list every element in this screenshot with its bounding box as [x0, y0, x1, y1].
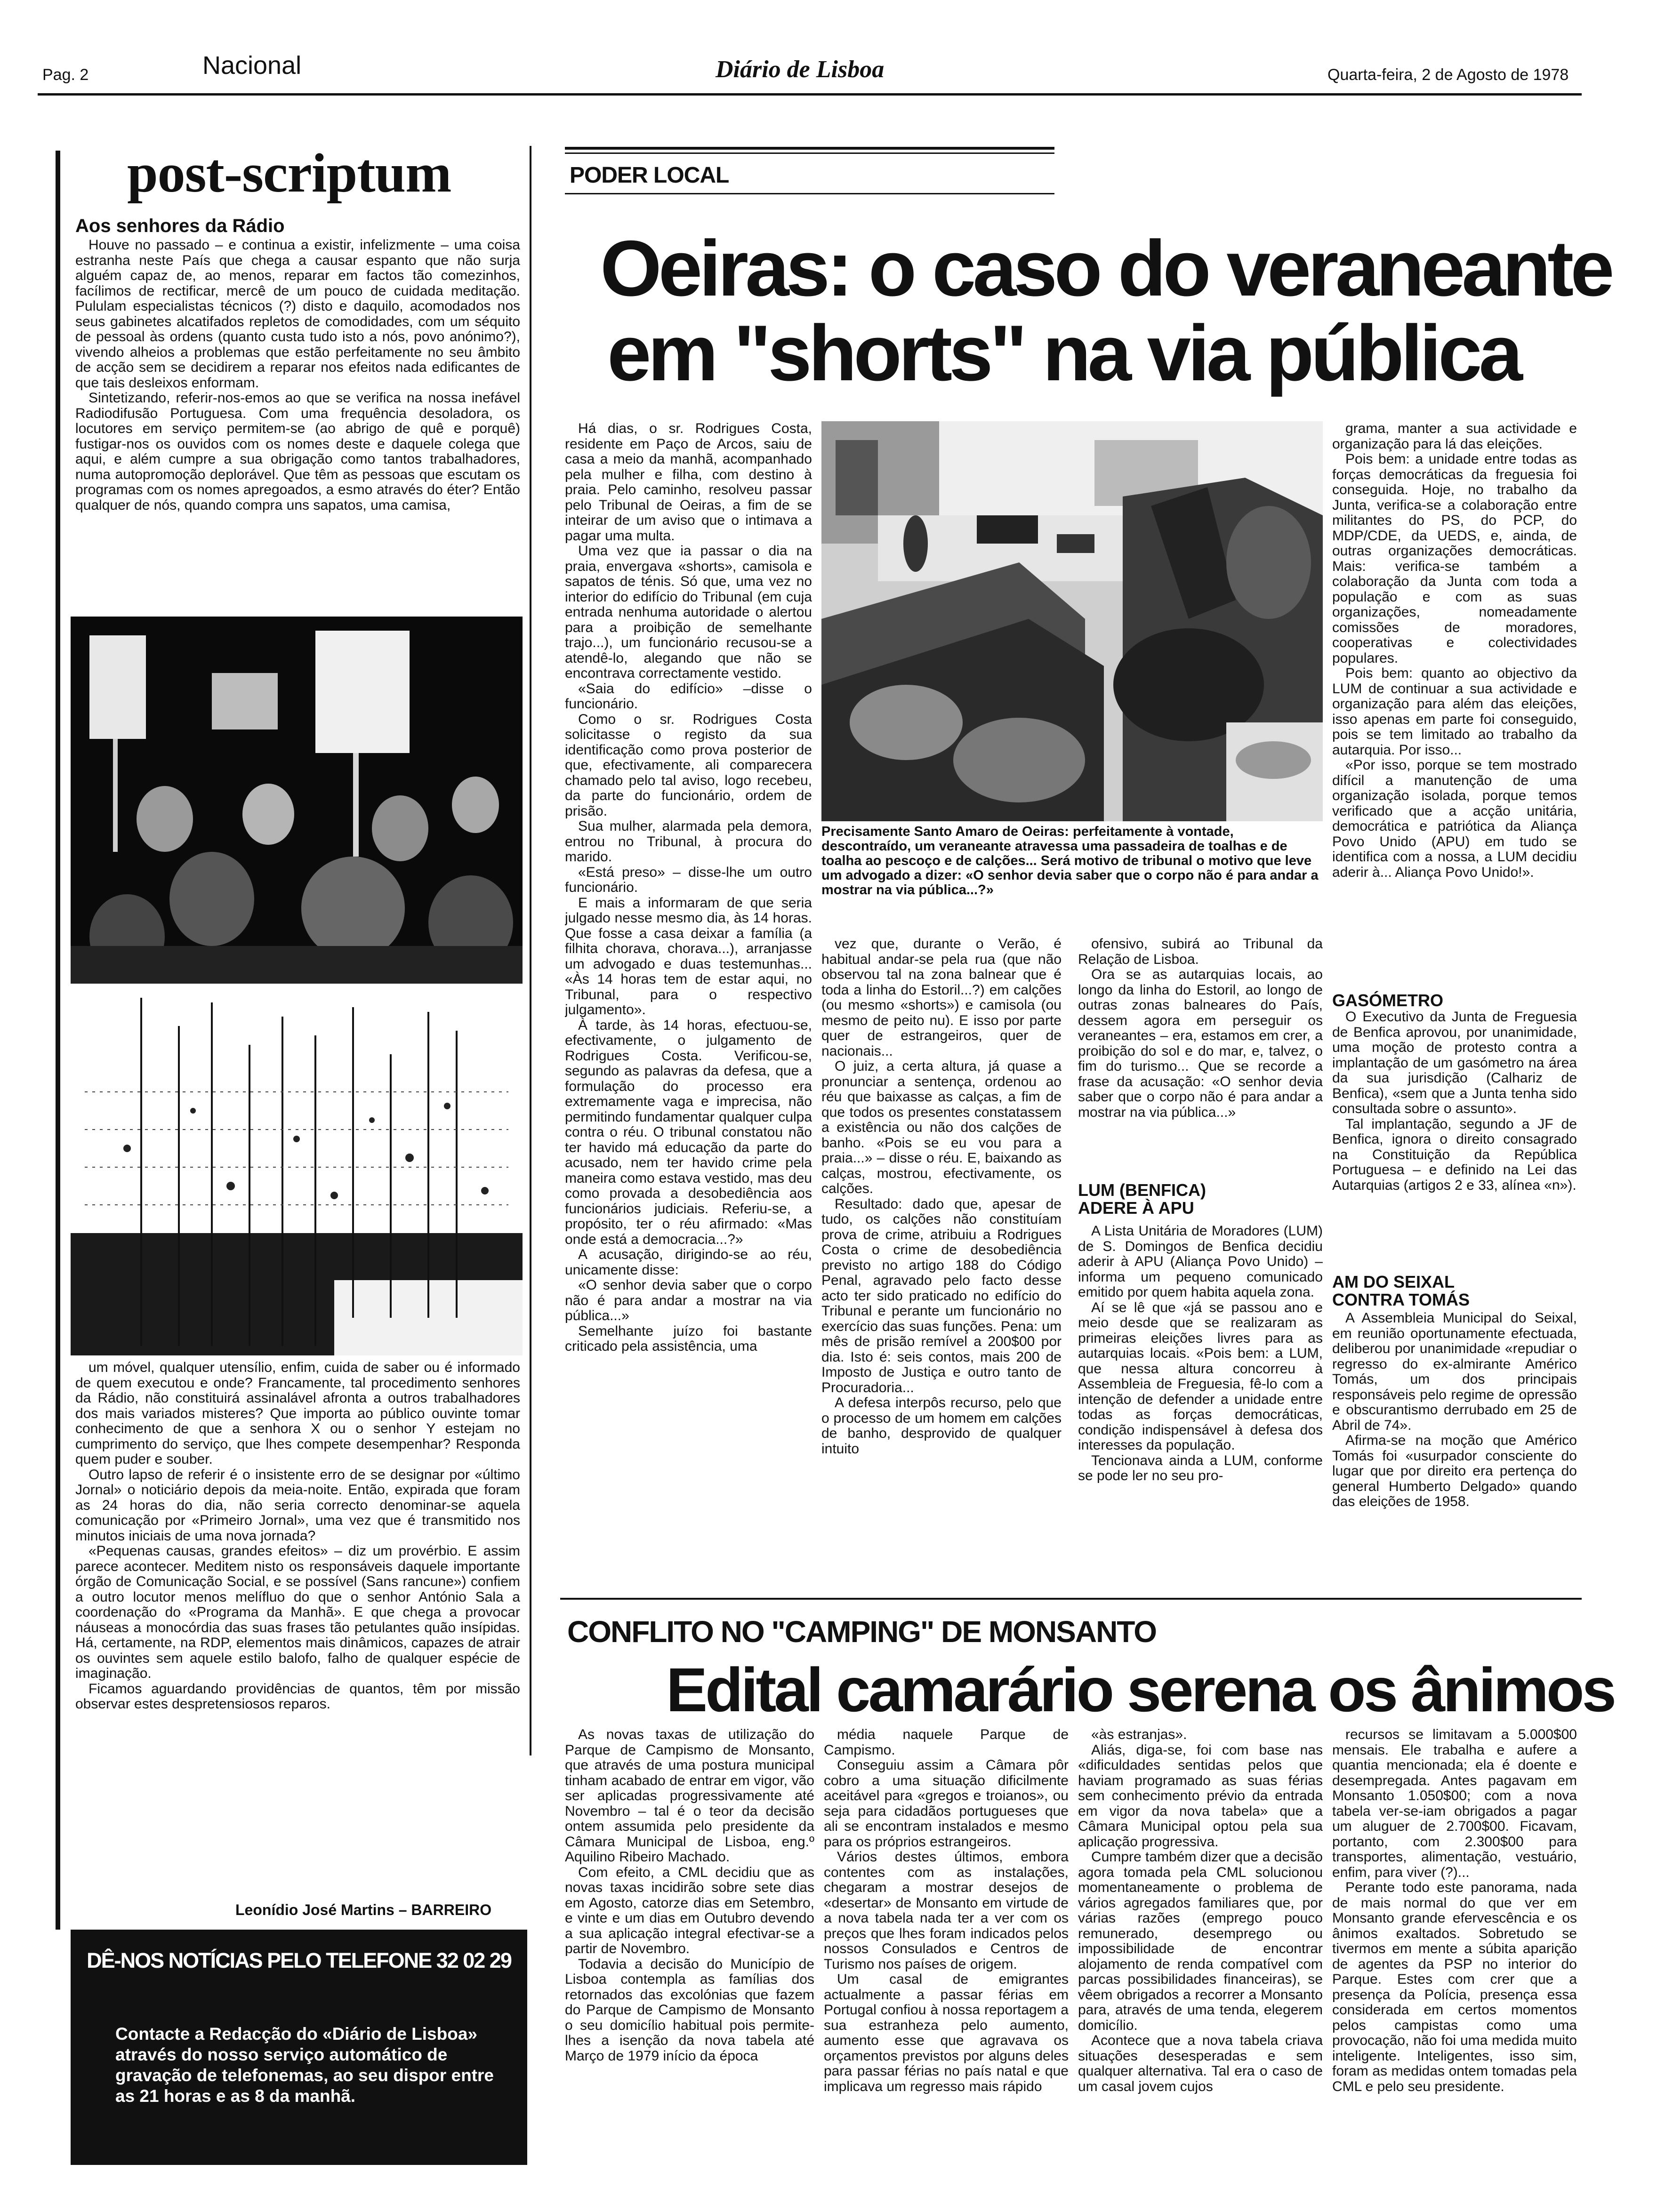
paragraph: Todavia a decisão do Município de Lisboa contempla as famílias dos retornados das excolónias que fazem do Parque de Campismo de Monsanto o seu domicílio habitual pois permite-lhes a isenção da nova tabela até Março de 1979 início da época: [565, 1956, 814, 2064]
paragraph: Aliás, diga-se, foi com base nas «dificuldades sentidas pelos que haviam programado as suas férias sem conhecimento prévio da entrada em vigor da nova tabela» que a Câmara Municipal optou pela sua aplicação progressiva.: [1078, 1742, 1323, 1850]
postscriptum-subtitle: Aos senhores da Rádio: [75, 216, 285, 236]
kicker-rule-top2: [565, 152, 1054, 154]
beach-photo-image: [821, 421, 1323, 821]
main-col1: [565, 421, 812, 1574]
paragraph: Afirma-se na moção que Américo Tomás foi «usurpador consciente do lugar que por direito era pertença do general Humberto Delgado» quando das eleições de 1958.: [1332, 1433, 1577, 1509]
masthead: Diário de Lisboa: [716, 56, 885, 83]
paragraph: Sua mulher, alarmada pela demora, entrou no Tribunal, à procura do marido.: [565, 818, 812, 865]
paragraph: «Saia do edifício» –disse o funcionário.: [565, 681, 812, 712]
paragraph: ofensivo, subirá ao Tribunal da Relação de Lisboa.: [1078, 937, 1323, 967]
paragraph: média naquele Parque de Campismo.: [824, 1727, 1069, 1758]
paragraph: Ora se as autarquias locais, ao longo da linha do Estoril, ao longo de outras zonas balneares do País, dessem agora em perseguir os veraneantes – era, estamos em crer, a proibição do sol e do mar, e, talvez, o fim do turismo... Que se recorde a frase da acusação: «O senhor devia saber que o corpo não é para andar a mostrar na via pública...»: [1078, 967, 1323, 1120]
second-headline: Edital camarário serena os ânimos: [666, 1655, 1614, 1724]
main-col3: [1078, 937, 1323, 1162]
paragraph: «Pequenas causas, grandes efeitos» – diz um provérbio. E assim parece acontecer. Meditem nisto os responsáveis daquele importante órgão de Comunicação Social, e se possível (Sans rancune») confiem a outro locutor menos melífluo do que o senhor António Sala a coordenação do «Programa da Manhã». E que chega a provocar náuseas a monocórdia das suas frases tão petulantes quão insípidas. Há, certamente, na RDP, elementos mais dinâmicos, capazes de atrair os ouvintes sem aquele estilo balofo, falho de qualquer espécie de imaginação.: [75, 1543, 520, 1681]
lum-subheading: LUM (BENFICA) ADERE À APU: [1078, 1180, 1206, 1218]
paragraph: À tarde, às 14 horas, efectuou-se, efectivamente, o julgamento de Rodrigues Costa. Verificou-se, segundo as palavras da defesa, que a formulação do processo era extremamente vaga e imprecisa, não permitindo fundamentar qualquer culpa contra o réu. O tribunal constatou não ter havido má educação da parte do acusado, nem ter havido crime pela maneira como estava vestido, mas deu como provada a desobediência aos funcionários judiciais. Referiu-se, a propósito, ter o réu afirmado: «Mas onde está a democracia...?»: [565, 1017, 812, 1247]
main-col4: [1332, 421, 1577, 981]
crowd-photo-image: [71, 617, 523, 984]
paragraph: Um casal de emigrantes actualmente a passar férias em Portugal confiou à nossa reportagem a sua estranheza pelo aumento, aumento esse que agravava os orçamentos previstos por alguns deles para passar férias no país natal e que implicava um regresso mais rápido: [824, 1972, 1069, 2094]
paragraph: Perante todo este panorama, nada de mais normal do que ver em Monsanto grande efervescência e os ânimos exaltados. Sobretudo se tivermos em mente a súbita aparição de agentes da PSP no interior do Parque. Estes com crer que a presença da Polícia, presença essa considerada em certos momentos pelos campistas como uma provocação, não foi uma medida muito inteligente. Inteligentes, isso sim, foram as medidas ontem tomadas pela CML e pelo seu presidente.: [1332, 1880, 1577, 2094]
paragraph: Pois bem: quanto ao objectivo da LUM de continuar a sua actividade e organização para além das eleições, isso apenas em parte foi conseguido, pois se tem limitado ao trabalho da autarquia. Por isso...: [1332, 665, 1577, 758]
column-divider: [530, 146, 531, 1755]
paragraph: Aí se lê que «já se passou ano e meio desde que se realizaram as primeiras eleições livres para as autarquias locais. «Pois bem: a LUM, que nessa altura concorreu à Assembleia de Freguesia, fê-lo com a intenção de defender a unidade entre todas as forças democráticas, condição indispensável à defesa dos interesses da população.: [1078, 1299, 1323, 1453]
paragraph: Outro lapso de referir é o insistente erro de se designar por «último Jornal» o noticiário depois da meia-noite. Então, expirada que foram as 24 horas do dia, não seria correcto denominar-se aquela comunicação por «Primeiro Jornal», uma vez que é transmitido nos minutos iniciais de uma nova jornada?: [75, 1467, 520, 1544]
lum-col: [1078, 1224, 1323, 1577]
paragraph: recursos se limitavam a 5.000$00 mensais. Ele trabalha e aufere a quantia mencionada; ela é doente e desempregada. Antes pagavam em Monsanto 1.050$00; com a nova tabela ver-se-iam obrigados a pagar um aluguer de 2.700$00. Ficavam, portanto, com 2.300$00 para transportes, alimentação, vestuário, enfim, para viver (?)...: [1332, 1727, 1577, 1880]
paragraph: um móvel, qualquer utensílio, enfim, cuida de saber ou é informado de quem executou e onde? Francamente, tal procedimento senhores da Rádio, não constituirá assinalável afronta a outros trabalhadores dos mais variados misteres? Que importa ao público ouvinte tomar conhecimento de que a senhora X ou o senhor Y estejam no cumprimento do serviço, que lhes compete desempenhar? Responda quem puder e souber.: [75, 1360, 520, 1467]
paragraph: Como o sr. Rodrigues Costa solicitasse o registo da sua identificação como prova posterior de que, efectivamente, ali comparecera chamado pelo tal aviso, logo recebeu, da parte do funcionário, ordem de prisão.: [565, 711, 812, 819]
paragraph: A defesa interpôs recurso, pelo que o processo de um homem em calções de banho, desprovido de qualquer intuito: [821, 1395, 1062, 1457]
section-name: Nacional: [202, 51, 302, 80]
header-rule: [38, 93, 1582, 96]
phone-box-text: Contacte a Redacção do «Diário de Lisboa» através do nosso serviço automático de gravação de telefonemas, ao seu dispor entre as 21 horas e as 8 da manhã.: [115, 2024, 494, 2106]
main-col2: [821, 937, 1062, 1577]
paragraph: «Por isso, porque se tem mostrado difícil a manutenção de uma organização isolada, porque temos verificado que a acção unitária, democrática e patriótica da Aliança Povo Unido (APU) em tudo se identifica com a nossa, a LUM decidiu aderir à... Aliança Povo Unido!».: [1332, 757, 1577, 880]
signature: Leonídio José Martins – BARREIRO: [235, 1901, 492, 1918]
abstract-photo: [71, 988, 523, 1355]
paragraph: Sintetizando, referir-nos-emos ao que se verifica na nossa inefável Radiodifusão Portuguesa. Com uma frequência desoladora, os locutores em serviço permitem-se (ao abrigo de quê e porquê) fustigar-nos os ouvidos com os nomes deste e daquele colega que aqui, e além cumpre a sua obrigação como tantos trabalhadores, numa autopromoção deplorável. Que têm as pessoas que escutam os programas com os nomes apregoados, a esmo através do éter? Então qualquer de nós, quando compra uns sapatos, uma camisa,: [75, 390, 520, 513]
paragraph: Uma vez que ia passar o dia na praia, envergava «shorts», camisola e sapatos de ténis. Só que, uma vez no interior do edifício do Tribunal (em cuja entrada nenhuma autoridade o alertou para a proibição de semelhante trajo...), um funcionário recusou-se a atendê-lo, alegando que não se encontrava correctamente vestido.: [565, 543, 812, 681]
issue-date: Quarta-feira, 2 de Agosto de 1978: [1327, 66, 1569, 84]
paragraph: O Executivo da Junta de Freguesia de Benfica aprovou, por unanimidade, uma moção de protesto contra a implantação de um gasómetro na área da sua jurisdição (Calhariz de Benfica), «sem que a Junta tenha sido consultada sobre o assunto».: [1332, 1010, 1577, 1116]
gasometro-subheading: GASÓMETRO: [1332, 991, 1444, 1010]
paragraph: As novas taxas de utilização do Parque de Campismo de Monsanto, que através de uma postura municipal tinham acabado de entrar em vigor, vão ser aplicadas progressivamente até Novembro – tal é o teor da decisão ontem assumida pelo presidente da Câmara Municipal de Lisboa, eng.º Aquilino Ribeiro Machado.: [565, 1727, 814, 1865]
postscriptum-body-bottom: [75, 1360, 520, 1868]
paragraph: Tencionava ainda a LUM, conforme se pode ler no seu pro-: [1078, 1452, 1323, 1483]
paragraph: vez que, durante o Verão, é habitual andar-se pela rua (que não observou tal na zona balnear que é toda a linha do Estoril...?) em calções (ou mesmo «shorts») e camisola (ou mesmo de peito nu). E isso por parte quer de estrangeiros, quer de nacionais...: [821, 937, 1062, 1059]
paragraph: Vários destes últimos, embora contentes com as instalações, chegaram a mostrar desejos de «desertar» de Monsanto em virtude de a nova tabela nada ter a ver com os preços que lhes foram indicados pelos nossos Consulados e Centros de Turismo nos países de origem.: [824, 1849, 1069, 1972]
main-headline-line1: Oeiras: o caso do veraneante: [600, 224, 1611, 313]
paragraph: «às estranjas».: [1091, 1727, 1187, 1742]
page-number: Pag. 2: [42, 66, 89, 84]
paragraph: «O senhor devia saber que o corpo não é para andar a mostrar na via pública...»: [565, 1277, 812, 1323]
beach-photo: [821, 421, 1323, 821]
phone-box: [71, 1930, 527, 2165]
paragraph: E mais a informaram de que seria julgado nesse mesmo dia, às 14 horas. Que fosse a casa deixar a família (a filhita chorava, chorava...), arranjasse um advogado e duas testemunhas... «Às 14 horas tem de estar aqui, no Tribunal, para o respectivo julgamento».: [565, 895, 812, 1018]
paragraph: Acontece que a nova tabela criava situações desesperadas e sem qualquer alternativa. Tal era o caso de um casal jovem cujos: [1078, 2033, 1323, 2094]
paragraph: Tal implantação, segundo a JF de Benfica, ignora o direito consagrado na Constituição da República Portuguesa – e definido na Lei das Autarquias (artigos 2 e 33, alínea «n»).: [1332, 1116, 1577, 1193]
second-col4: [1332, 1727, 1577, 2198]
postscriptum-title: post-scriptum: [127, 142, 451, 204]
second-col1: [565, 1727, 814, 2198]
paragraph: «Está preso» – disse-lhe um outro funcionário.: [565, 864, 812, 895]
paragraph: Há dias, o sr. Rodrigues Costa, residente em Paço de Arcos, saiu de casa a meio da manhã, acompanhado pela mulher e filha, com destino à praia. Pelo caminho, resolveu passar pelo Tribunal de Oeiras, a fim de se inteirar de um aviso que o intimava a pagar uma multa.: [565, 421, 812, 544]
phone-box-title: DÊ-NOS NOTÍCIAS PELO TELEFONE 32 02 29: [87, 1948, 511, 1972]
photo-caption: Precisamente Santo Amaro de Oeiras: perfeitamente à vontade, descontraído, um veraneante atravessa uma passadeira de toalhas e de toalha ao pescoço e de calções... Será motivo de tribunal o motivo que leve um advogado a dizer: «O senhor devia saber que o corpo não é para andar a mostrar na via pública...?»: [821, 825, 1319, 898]
paragraph: O juiz, a certa altura, já quase a pronunciar a sentença, ordenou ao réu que baixasse as calças, a fim de que todos os presentes constatassem a existência ou não dos calções de banho. «Pois se eu vou para a praia...» – disse o réu. E, baixando as calças, mostrou, efectivamente, os calções.: [821, 1058, 1062, 1196]
main-headline-line2: em "shorts" na via pública: [607, 309, 1520, 397]
crowd-photo: [71, 617, 523, 984]
seixal-col: [1332, 1311, 1577, 1574]
paragraph: A acusação, dirigindo-se ao réu, unicamente disse:: [565, 1247, 812, 1278]
paragraph: Pois bem: a unidade entre todas as forças democráticas da freguesia foi conseguida. Hoje, no trabalho da Junta, verifica-se a colaboração entre militantes do PS, do PCP, do MDP/CDE, da UEDS, e, ainda, de outras organizações democráticas. Mais: verifica-se também a colaboração da Junta com toda a população e com as suas organizações, nomeadamente comissões de moradores, cooperativas e colectividades populares.: [1332, 451, 1577, 666]
paragraph: Com efeito, a CML decidiu que as novas taxas incidirão sobre sete dias em Agosto, catorze dias em Setembro, e vinte e um dias em Outubro devendo a sua aplicação integral efectivar-se a partir de Novembro.: [565, 1864, 814, 1956]
second-kicker: CONFLITO NO "CAMPING" DE MONSANTO: [567, 1615, 1156, 1649]
paragraph: A Assembleia Municipal do Seixal, em reunião oportunamente efectuada, deliberou por unanimidade «repudiar o regresso do ex-almirante Américo Tomás, um dos principais responsáveis pelo regime de opressão e obscurantismo derrubado em 25 de Abril de 74».: [1332, 1311, 1577, 1433]
paragraph: Cumpre também dizer que a decisão agora tomada pela CML solucionou momentaneamente o problema de vários agregados familiares que, por várias razões (emprego pouco remunerado, desemprego ou impossibilidade de encontrar alojamento de renda compatível com parcas possibilidades financeiras), se vêem obrigados a recorrer a Monsanto para, através de uma tenda, elegerem domicílio.: [1078, 1849, 1323, 2033]
second-col3: [1078, 1727, 1323, 2198]
paragraph: Houve no passado – e continua a existir, infelizmente – uma coisa estranha neste País que chega a causar espanto que não surja alguém capaz de, ao menos, reparar em factos tão comezinhos, facílimos de rectificar, mercê de um pouco de cuidada meditação. Pululam especialistas técnicos (?) disto e daquilo, acomodados nos seus gabinetes alcatifados repletos de comodidades, com um séquito de pessoal às ordens (quanto custa tudo isto a nós, povo anónimo?), vivendo alheios a problemas que estão perfeitamente no seu âmbito de acção sem se decidirem a reparar nos efeitos nada edificantes de que tais desleixos enformam.: [75, 238, 520, 391]
kicker-rule-top: [565, 147, 1054, 150]
paragraph: Resultado: dado que, apesar de tudo, os calções não constituíam prova de crime, atribuiu a Rodrigues Costa o crime de desobediência previsto no artigo 188 do Código Penal, agravado pelo facto desse acto ter sido praticado no edifício do Tribunal e perante um funcionário no exercício das suas funções. Pena: um mês de prisão remível a 200$00 por dia. Isto é: seis contos, mais 200 de Imposto de Justiça e outro tanto de Procuradoria...: [821, 1196, 1062, 1395]
paragraph: A Lista Unitária de Moradores (LUM) de S. Domingos de Benfica decidiu aderir à APU (Aliança Povo Unido) – informa um pequeno comunicado emitido por quem habita aquela zona.: [1078, 1224, 1323, 1300]
second-col2: [824, 1727, 1069, 2198]
paragraph: Ficamos aguardando providências de quantos, têm por missão observar estes despretensiosos reparos.: [75, 1681, 520, 1712]
paragraph: grama, manter a sua actividade e organização para lá das eleições.: [1332, 421, 1577, 452]
left-vertical-rule: [56, 151, 60, 1930]
gasometro-col: [1332, 1010, 1577, 1254]
second-story-rule: [560, 1598, 1582, 1600]
kicker-poder-local: PODER LOCAL: [570, 163, 729, 188]
seixal-subheading: AM DO SEIXAL CONTRA TOMÁS: [1332, 1272, 1470, 1309]
abstract-photo-image: [71, 988, 523, 1355]
kicker-rule-bottom: [565, 193, 1054, 194]
paragraph: Semelhante juízo foi bastante criticado pela assistência, uma: [565, 1323, 812, 1354]
paragraph: Conseguiu assim a Câmara pôr cobro a uma situação dificilmente aceitável para «gregos e troianos», ou seja para cidadãos portugueses que ali se encontram instalados e mesmo para os próprios estrangeiros.: [824, 1757, 1069, 1850]
